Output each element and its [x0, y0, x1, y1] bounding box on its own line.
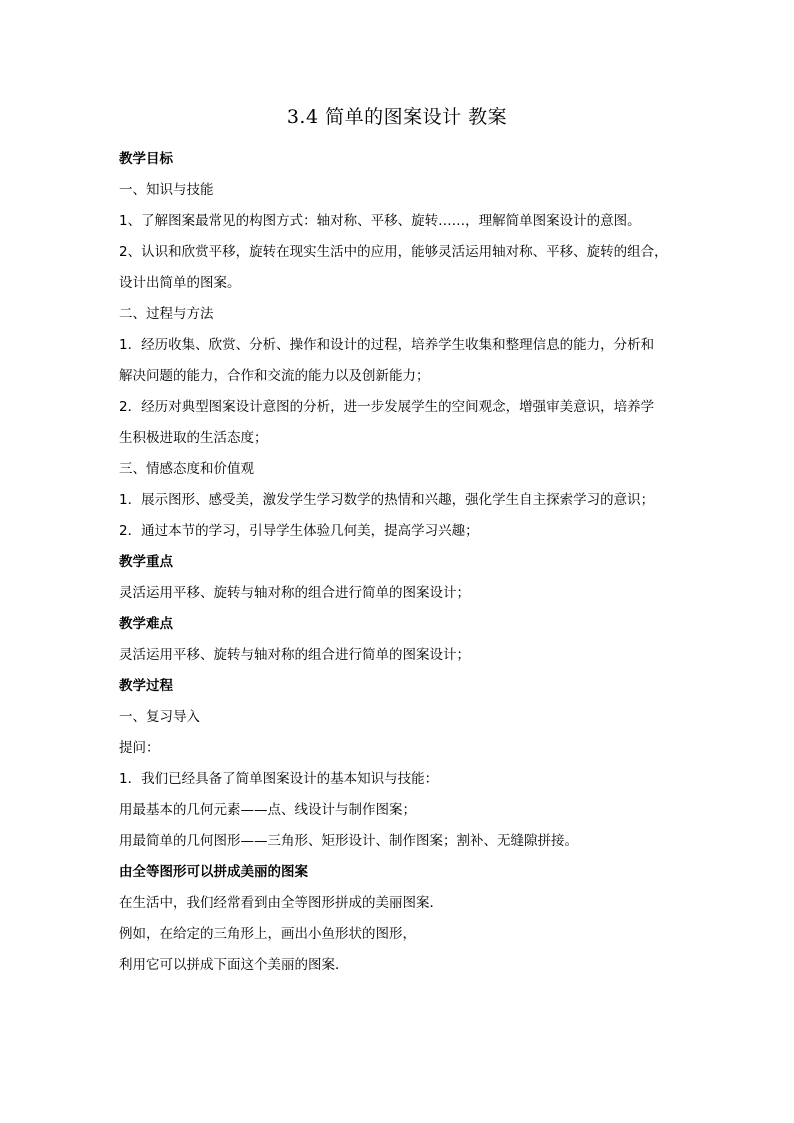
paragraph-difficult-points: 灵活运用平移、旋转与轴对称的组合进行简单的图案设计； [119, 647, 470, 663]
paragraph-knowledge-2-line-2: 设计出简单的图案。 [119, 275, 241, 291]
paragraph-emotion-2: 2．通过本节的学习，引导学生体验几何美，提高学习兴趣； [119, 523, 479, 539]
paragraph-key-points: 灵活运用平移、旋转与轴对称的组合进行简单的图案设计； [119, 585, 470, 601]
paragraph-process-1-line-2: 解决问题的能力，合作和交流的能力以及创新能力； [119, 368, 430, 384]
section-heading-objectives: 教学目标 [119, 151, 173, 167]
paragraph-question-1b: 用最简单的几何图形——三角形、矩形设计、制作图案；割补、无缝隙拼接。 [119, 833, 578, 849]
paragraph-process-2-line-2: 生积极进取的生活态度； [119, 430, 268, 446]
paragraph-question-1a: 用最基本的几何元素——点、线设计与制作图案； [119, 802, 416, 818]
section-heading-difficult-points: 教学难点 [119, 616, 173, 632]
paragraph-knowledge-2-line-1: 2、认识和欣赏平移，旋转在现实生活中的应用，能够灵活运用轴对称、平移、旋转的组合， [119, 244, 668, 260]
paragraph-congruent-1: 在生活中，我们经常看到由全等图形拼成的美丽图案． [119, 895, 443, 911]
paragraph-emotion-1: 1．展示图形、感受美，激发学生学习数学的热情和兴趣，强化学生自主探索学习的意识； [119, 492, 655, 508]
question-label: 提问： [119, 740, 160, 756]
paragraph-question-1: 1．我们已经具备了简单图案设计的基本知识与技能： [119, 771, 439, 787]
subheading-knowledge-skills: 一、知识与技能 [119, 182, 214, 198]
paragraph-process-2-line-1: 2．经历对典型图案设计意图的分析，进一步发展学生的空间观念，增强审美意识，培养学 [119, 399, 655, 415]
paragraph-process-1-line-1: 1．经历收集、欣赏、分析、操作和设计的过程，培养学生收集和整理信息的能力，分析和 [119, 337, 655, 353]
section-heading-congruent-figures: 由全等图形可以拼成美丽的图案 [119, 864, 308, 880]
section-heading-procedure: 教学过程 [119, 678, 173, 694]
page-title: 3.4 简单的图案设计 教案 [286, 106, 508, 128]
paragraph-knowledge-1: 1、了解图案最常见的构图方式：轴对称、平移、旋转……，理解简单图案设计的意图。 [119, 213, 641, 229]
section-heading-key-points: 教学重点 [119, 554, 173, 570]
subheading-review: 一、复习导入 [119, 709, 200, 725]
paragraph-congruent-2: 例如，在给定的三角形上，画出小鱼形状的图形， [119, 926, 416, 942]
subheading-process-methods: 二、过程与方法 [119, 306, 214, 322]
paragraph-congruent-3: 利用它可以拼成下面这个美丽的图案． [119, 957, 349, 973]
subheading-emotion-values: 三、情感态度和价值观 [119, 461, 254, 477]
document-body [119, 144, 679, 981]
